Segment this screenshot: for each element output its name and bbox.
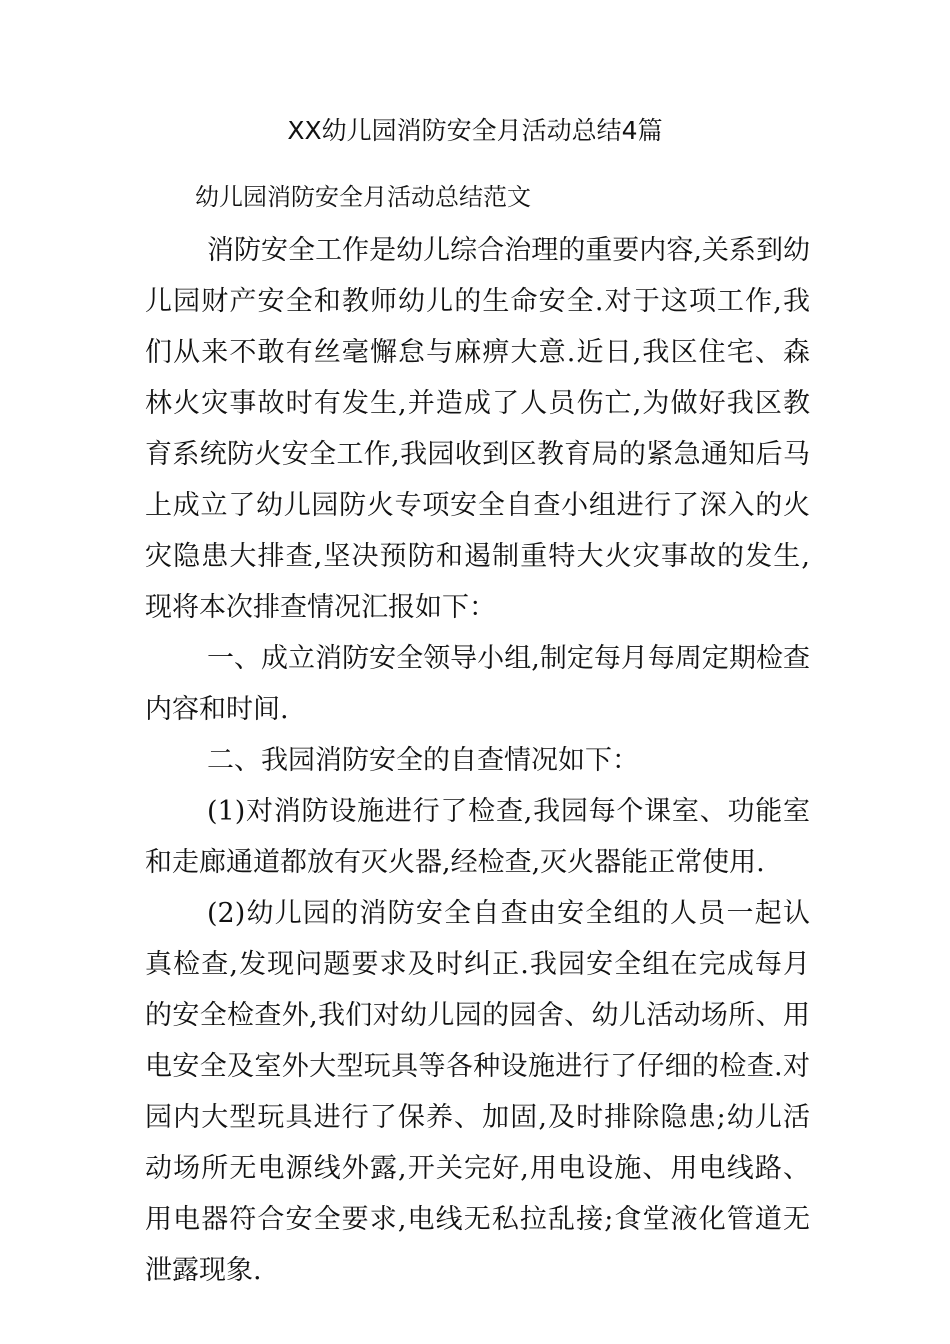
paragraph-item-1: (1)对消防设施进行了检查,我园每个课室、功能室和走廊通道都放有灭火器,经检查,灭火器能正常使用. (145, 796, 810, 878)
document-subtitle: 幼儿园消防安全月活动总结范文 (195, 183, 531, 211)
paragraph-intro: 消防安全工作是幼儿综合治理的重要内容,关系到幼儿园财产安全和教师幼儿的生命安全.对于这项工作,我们从来不敢有丝毫懈怠与麻痹大意.近日,我区住宅、森林火灾事故时有发生,并造成了人员伤亡,为做好我区教育系统防火安全工作,我园收到区教育局的紧急通知后马上成立了幼儿园防火专项安全自查小组进行了深入的火灾隐患大排查,坚决预防和遏制重特大火灾事故的发生,现将本次排查情况汇报如下： (145, 235, 810, 623)
paragraph-section-1: 一、成立消防安全领导小组,制定每月每周定期检查内容和时间. (145, 643, 810, 725)
document-body (145, 225, 810, 1296)
paragraph-item-2: (2)幼儿园的消防安全自查由安全组的人员一起认真检查,发现问题要求及时纠正.我园安全组在完成每月的安全检查外,我们对幼儿园的园舍、幼儿活动场所、用电安全及室外大型玩具等各种设施进行了仔细的检查.对园内大型玩具进行了保养、加固,及时排除隐患;幼儿活动场所无电源线外露,开关完好,用电设施、用电线路、用电器符合安全要求,电线无私拉乱接;食堂液化管道无泄露现象. (145, 898, 810, 1286)
document-title: XX幼儿园消防安全月活动总结4篇 (287, 116, 663, 145)
paragraph-section-2: 二、我园消防安全的自查情况如下： (207, 745, 639, 776)
